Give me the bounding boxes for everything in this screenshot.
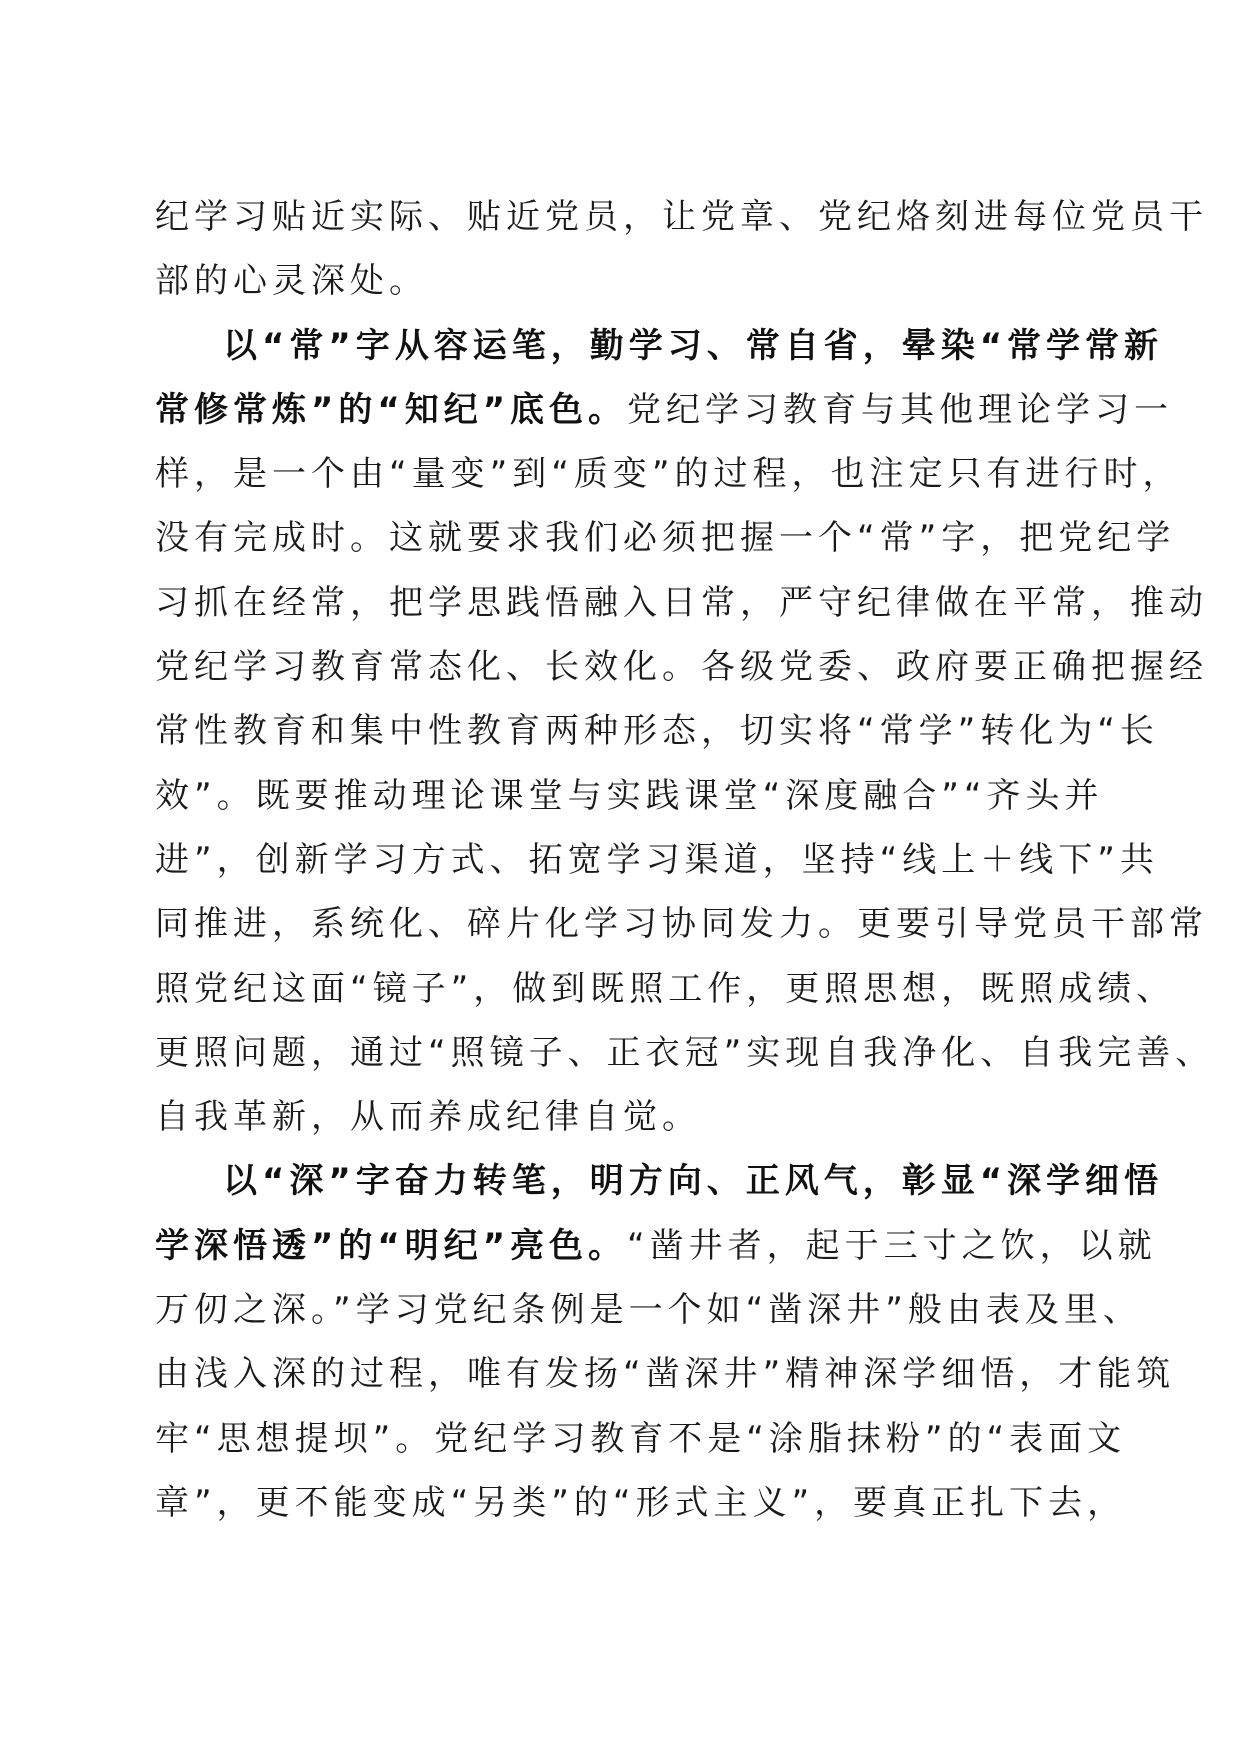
- paragraph-line: [155, 378, 1174, 442]
- paragraph-line: 进”，创新学习方式、拓宽学习渠道，坚持“线上＋线下”共: [155, 839, 1159, 880]
- paragraph-line: 部的心灵深处。: [155, 261, 428, 302]
- body-text: [155, 185, 1215, 1535]
- paragraph-line: 牢“思想提坝”。党纪学习教育不是“涂脂抹粉”的“表面文: [155, 1418, 1127, 1459]
- paragraph-line: 样，是一个由“量变”到“质变”的过程，也注定只有进行时，: [155, 454, 1182, 495]
- paragraph-text: 党纪学习教育与其他理论学习一: [627, 389, 1174, 430]
- paragraph-line: 效”。既要推动理论课堂与实践课堂“深度融合”“齐头并: [155, 775, 1104, 816]
- paragraph-line: 纪学习贴近实际、贴近党员，让党章、党纪烙刻进每位党员干: [155, 197, 1208, 237]
- paragraph-line: 章”，更不能变成“另类”的“形式主义”，要真正扎下去，: [155, 1482, 1127, 1523]
- paragraph-line: [155, 1214, 1157, 1278]
- paragraph-heading-line: 以“常”字从容运笔，勤学习、常自省，晕染“常学常新: [223, 325, 1164, 366]
- paragraph-line: 同推进，系统化、碎片化学习协同发力。更要引导党员干部常: [155, 904, 1208, 945]
- paragraph-line: 没有完成时。这就要求我们必须把握一个“常”字，把党纪学: [155, 518, 1176, 559]
- paragraph-line: 党纪学习教育常态化、长效化。各级党委、政府要正确把握经: [155, 647, 1208, 688]
- paragraph-line: 自我革新，从而养成纪律自觉。: [155, 1097, 701, 1138]
- paragraph-heading-line: 以“深”字奋力转笔，明方向、正风气，彰显“深学细悟: [223, 1161, 1164, 1202]
- paragraph-line: 照党纪这面“镜子”，做到既照工作，更照思想，既照成绩、: [155, 968, 1176, 1009]
- paragraph-heading-tail: 学深悟透”的“明纪”亮色。: [155, 1225, 628, 1266]
- paragraph-line: 万仞之深。”学习党纪条例是一个如“凿深井”般由表及里、: [155, 1290, 1142, 1331]
- paragraph-line: 习抓在经常，把学思践悟融入日常，严守纪律做在平常，推动: [155, 582, 1208, 623]
- paragraph-line: 常性教育和集中性教育两种形态，切实将“常学”转化为“长: [155, 711, 1159, 752]
- paragraph-heading-tail: 常修常炼”的“知纪”底色。: [155, 389, 628, 430]
- paragraph-text: “凿井者，起于三寸之饮，以就: [627, 1225, 1157, 1266]
- paragraph-line: 由浅入深的过程，唯有发扬“凿深井”精神深学细悟，才能筑: [155, 1354, 1176, 1395]
- paragraph-line: 更照问题，通过“照镜子、正衣冠”实现自我净化、自我完善、: [155, 1032, 1215, 1073]
